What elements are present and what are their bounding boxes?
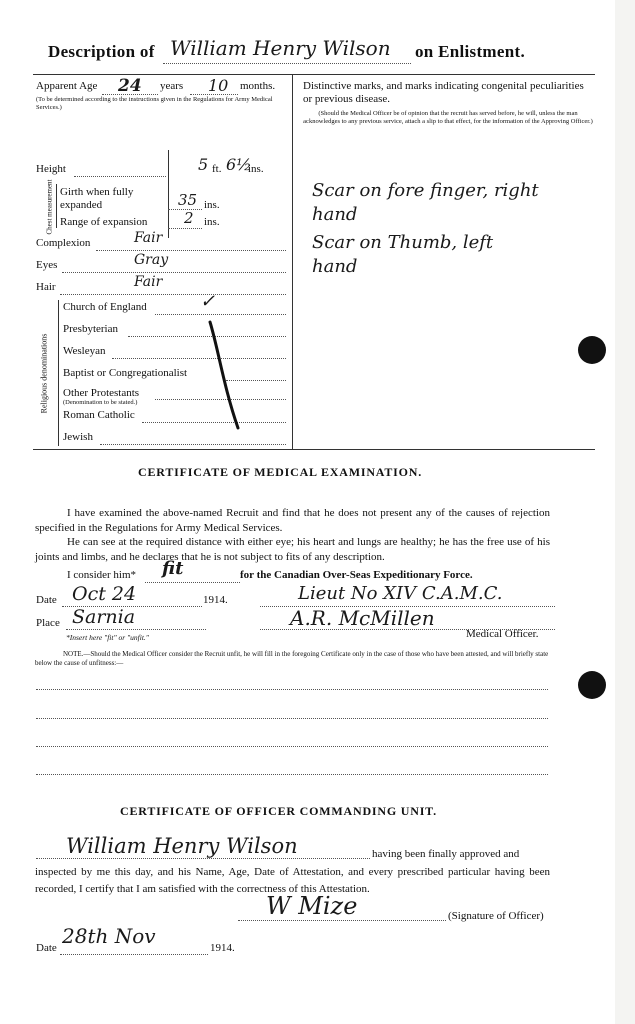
height-ins-label: ins. <box>248 163 264 175</box>
medical-certificate-heading: CERTIFICATE OF MEDICAL EXAMINATION. <box>138 465 423 479</box>
religion-baptist: Baptist or Congregationalist <box>63 367 188 379</box>
expansion-label: Range of expansion <box>60 216 148 228</box>
medical-officer-signature: A.R. McMillen <box>290 606 435 630</box>
commanding-officer-signature: W Mize <box>266 892 358 920</box>
recruit-signature-line <box>36 858 370 859</box>
girth-value: 35 <box>178 191 198 209</box>
other-protestants-note: (Denomination to be stated.) <box>63 399 138 406</box>
served-before-note: (Should the Medical Officer be of opinion that the recruit has served before, he will, unless the man acknowledges to any previous service, attach a slip to that effect, for the information of the Approving Officer.) <box>303 110 593 125</box>
punch-hole-upper <box>578 336 606 364</box>
medical-paragraph-1: I have examined the above-named Recruit and find that he does not present any of the causes of rejection specified in the Regulations for Army Medical Services. <box>35 507 550 534</box>
punch-hole-lower <box>578 671 606 699</box>
complexion-label: Complexion <box>36 237 91 249</box>
commanding-recruit-signature: William Henry Wilson <box>66 834 298 858</box>
hair-value: Fair <box>134 274 163 290</box>
title-left: Description of <box>48 42 155 61</box>
religion-brace <box>58 300 59 446</box>
measure-divider <box>168 150 169 238</box>
religion-dash-stroke <box>200 318 250 434</box>
religion-label-box <box>36 305 54 445</box>
fit-footnote: *Insert here "fit" or "unfit." <box>66 633 149 642</box>
height-ins-value: 6½ <box>226 155 252 174</box>
unfitness-line-1 <box>36 689 548 690</box>
girth-ins: ins. <box>204 199 220 211</box>
name-line <box>163 63 411 64</box>
marks-line-2: hand <box>312 204 358 225</box>
age-note: (To be determined according to the instructions given in the Regulations for Army Medical Services.) <box>36 96 273 111</box>
girth-label: Girth when fully expanded <box>60 186 134 211</box>
unfitness-line-4 <box>36 774 548 775</box>
religion-other-protestants: Other Protestants <box>63 387 140 399</box>
eyes-label: Eyes <box>36 259 58 271</box>
height-label: Height <box>36 163 66 175</box>
eyes-line <box>62 272 286 273</box>
commanding-para-rest: inspected by me this day, and his Name, Age, Date of Attestation, and every prescribed particular having been recorded, I certify that I am satisfied with the correctness of this Attestation. <box>35 866 550 895</box>
hair-label: Hair <box>36 281 56 293</box>
medical-place-label: Place <box>36 617 60 629</box>
complexion-line <box>96 250 286 251</box>
chest-label: Chest measurement <box>45 179 54 235</box>
marks-line-3: Scar on Thumb, left <box>312 232 494 253</box>
height-line <box>74 176 166 177</box>
expansion-ins: ins. <box>204 216 220 228</box>
years-label: years <box>160 80 184 92</box>
unfitness-line-3 <box>36 746 548 747</box>
unfit-note: NOTE.—Should the Medical Officer consider the Recruit unfit, he will fill in the foregoing Certificate only in the case of those who have been attested, and will briefly state below the cause of unfitness:— <box>35 650 549 667</box>
title-right: on Enlistment. <box>415 42 525 61</box>
apparent-age-label: Apparent Age <box>36 80 98 92</box>
unfitness-line-2 <box>36 718 548 719</box>
marks-line-1: Scar on fore finger, right <box>312 180 539 201</box>
bottom-rule <box>33 449 595 450</box>
medical-place-line <box>66 629 206 630</box>
medical-place-value: Sarnia <box>72 606 136 628</box>
expansion-value: 2 <box>184 209 194 227</box>
medical-date-value: Oct 24 <box>72 583 137 605</box>
consider-value: fit <box>162 558 184 579</box>
religion-presbyterian: Presbyterian <box>63 323 118 335</box>
height-ft-value: 5 <box>198 155 209 174</box>
commanding-date-line <box>60 954 208 955</box>
officer-signature-dotted-line <box>238 920 446 921</box>
eyes-value: Gray <box>134 252 169 268</box>
religion-label: Religious denominations <box>39 333 49 414</box>
commanding-date-year: 1914. <box>210 942 235 954</box>
age-years-value: 24 <box>118 76 142 96</box>
ft-label: ft. <box>212 163 222 175</box>
recruit-name: William Henry Wilson <box>170 36 391 60</box>
age-months-value: 10 <box>208 76 229 95</box>
religion-line-0 <box>155 314 286 315</box>
chest-label-box <box>38 179 54 235</box>
commanding-date-value: 28th Nov <box>62 924 156 948</box>
chest-brace <box>56 184 57 228</box>
page-edge <box>615 0 635 1024</box>
commanding-date-label: Date <box>36 942 57 954</box>
top-rule <box>33 74 595 75</box>
medical-date-label: Date <box>36 594 57 606</box>
hair-line <box>60 294 286 295</box>
religion-roman-catholic: Roman Catholic <box>63 409 135 421</box>
marks-heading: Distinctive marks, and marks indicating congenital peculiarities or previous disease. <box>303 80 584 105</box>
expansion-line <box>168 228 202 229</box>
religion-check-mark: ✓ <box>200 291 216 312</box>
religion-church-of-england: Church of England <box>63 301 147 313</box>
marks-line-4: hand <box>312 256 358 277</box>
religion-line-6 <box>100 444 286 445</box>
commanding-certificate-heading: CERTIFICATE OF OFFICER COMMANDING UNIT. <box>120 804 437 818</box>
commanding-para-start: having been finally approved and <box>372 848 520 860</box>
medical-officer-rank: Lieut No XIV C.A.M.C. <box>298 583 503 604</box>
consider-line <box>145 582 240 583</box>
consider-prefix: I consider him* <box>67 569 137 581</box>
religion-jewish: Jewish <box>63 431 93 443</box>
medical-officer-title: Medical Officer. <box>466 628 539 640</box>
consider-suffix: for the Canadian Over-Seas Expeditionary Force. <box>240 569 473 581</box>
religion-line-2 <box>112 358 286 359</box>
column-divider <box>292 74 293 450</box>
signature-of-officer-label: (Signature of Officer) <box>448 910 544 922</box>
months-label: months. <box>240 80 276 92</box>
complexion-value: Fair <box>134 230 163 246</box>
medical-paragraph-2: He can see at the required distance with either eye; his heart and lungs are healthy; he has the free use of his joints and limbs, and he declares that he is not subject to fits of any description. <box>35 536 550 563</box>
religion-wesleyan: Wesleyan <box>63 345 106 357</box>
medical-date-year: 1914. <box>203 594 228 606</box>
